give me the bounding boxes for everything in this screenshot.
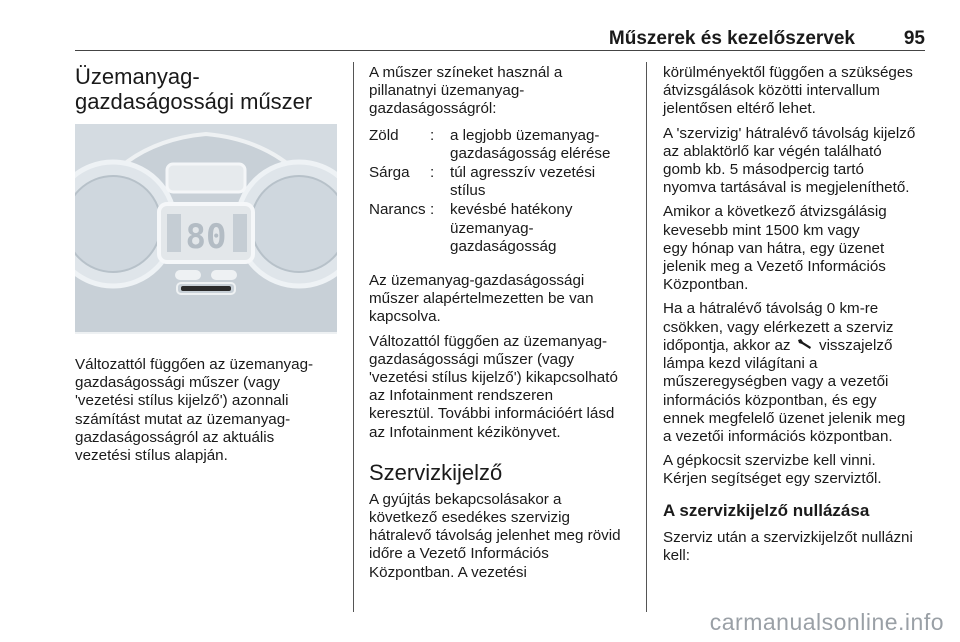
service-intro-paragraph: A gyújtás bekapcsolásakor a következő esedékes szervizig hátralevő távolság jelenhet meg rövid időre a Vezető Információs Központban. A vezetési: [369, 490, 621, 581]
list-item: Zöld : a legjobb üzemanyag- gazdaságosság elérése: [369, 126, 611, 162]
disable-paragraph: Változattól függően az üzemanyag- gazdaságossági műszer (vagy 'vezetési stílus kijelző') kikapcsolható az Infotainment rendszeren keresztül. További információért lásd az Infotainment kézikönyvet.: [369, 332, 618, 441]
list-item: Narancs : kevésbé hatékony üzemanyag- gazdaságosság: [369, 201, 573, 255]
watermark: carmanualsonline.info: [709, 609, 944, 635]
interval-paragraph: körülményektől függően a szükséges átvizsgálások közötti intervallum jelentősen eltérő lehet.: [663, 64, 913, 118]
column-3: [663, 64, 945, 571]
section-heading-fuel-economy: Üzemanyag- gazdaságossági műszer: [75, 64, 313, 114]
column-1: [75, 64, 340, 471]
default-on-paragraph: Az üzemanyag-gazdaságossági műszer alapértelmezetten be van kapcsolva.: [369, 272, 594, 326]
zero-km-paragraph: Ha a hátralévő távolság 0 km-re csökken, vagy elérkezett a szerviz időpontja, akkor az visszajelző lámpa kezd világítani a műszeregységben vagy a vezetői információs központban, és egy ennek megfelelő üzenet jelenik meg a vezetői információs központban.: [663, 300, 906, 445]
section-heading-reset: A szervizkijelző nullázása: [663, 500, 870, 520]
wrench-icon: [797, 337, 813, 355]
list-item: Sárga : túl agresszív vezetési stílus: [369, 164, 596, 200]
page-title: Műszerek és kezelőszervek: [608, 28, 855, 49]
display-button-paragraph: A 'szervizig' hátralévő távolság kijelző az ablaktörlő kar végén található gomb kb. 5 másodpercig tartó nyomva tartásával is megjeleníthető.: [663, 124, 916, 197]
column-divider: [353, 62, 354, 612]
instrument-cluster-image: [75, 124, 337, 334]
color-definition-list: [369, 127, 637, 256]
reset-paragraph: Szerviz után a szervizkijelzőt nullázni kell:: [663, 528, 913, 564]
service-required-paragraph: A gépkocsit szervizbe kell vinni. Kérjen segítséget egy szerviztől.: [663, 452, 882, 488]
fuel-economy-paragraph: Változattól függően az üzemanyag- gazdaságossági műszer (vagy 'vezetési stílus kijelző') azonnali számítást mutat az üzemanyag- gazdaságosságról az aktuális vezetési stílus alapján.: [75, 356, 314, 465]
warning-paragraph: Amikor a következő átvizsgálásig kevesebb mint 1500 km vagy egy hónap van hátra, egy üzenet jelenik meg a Vezető Információs Központban.: [663, 203, 887, 294]
column-divider: [646, 62, 647, 612]
section-heading-service: Szervizkijelző: [369, 459, 503, 485]
column-2: [369, 64, 637, 588]
page-number: 95: [903, 28, 925, 49]
page-header: [75, 28, 925, 51]
gauge-digits: 80: [185, 217, 227, 257]
color-intro-paragraph: A műszer színeket használ a pillanatnyi üzemanyag- gazdaságosságról:: [369, 64, 563, 118]
